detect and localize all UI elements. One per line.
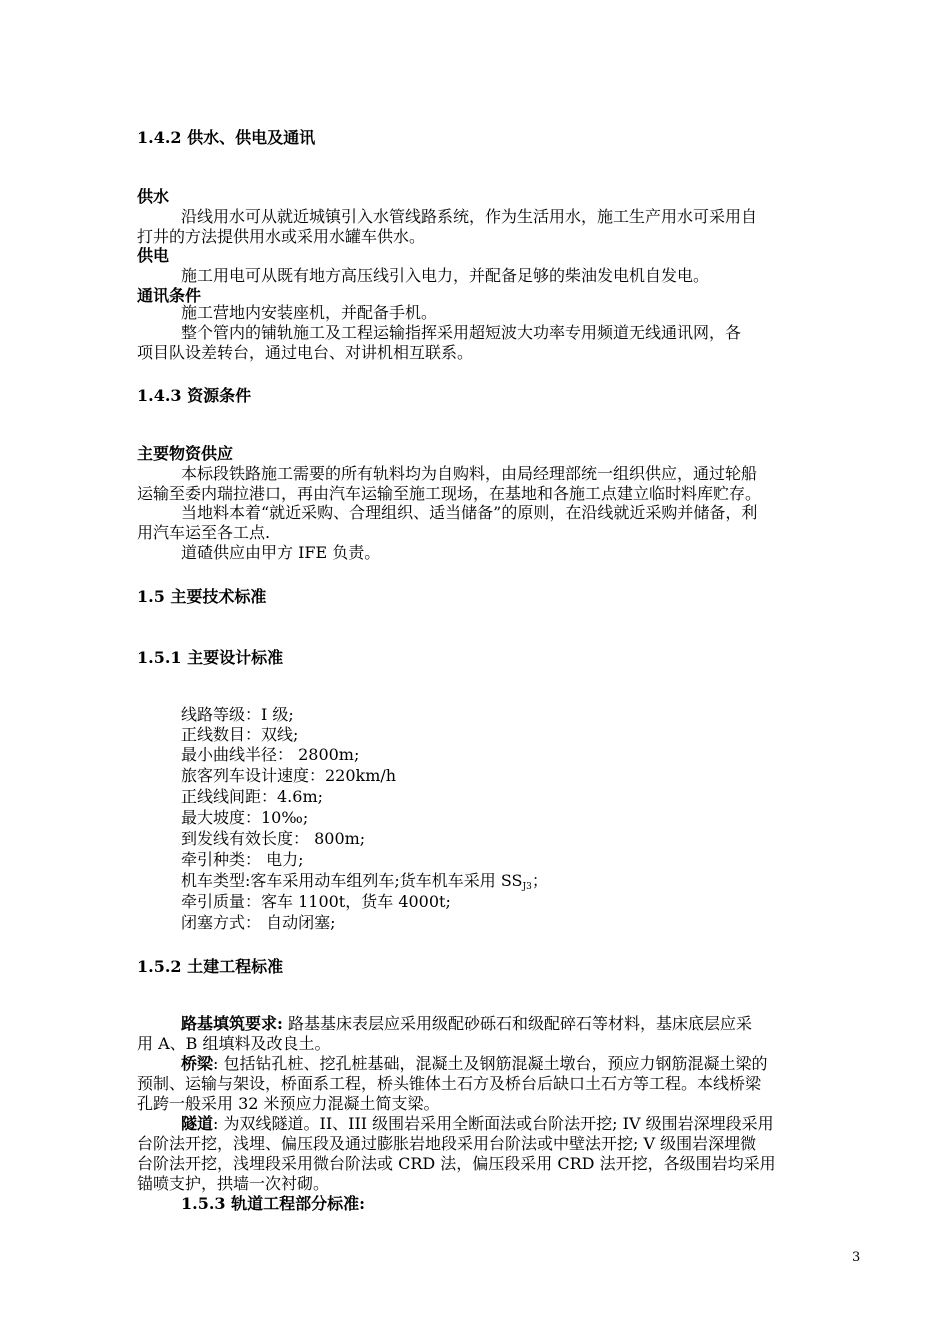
page-number: 3 (852, 1250, 861, 1265)
power-line-1: 施工用电可从既有地方高压线引入电力，并配备足够的柴油发电机自发电。 (181, 266, 710, 285)
tunnel-label: 隧道 (181, 1114, 214, 1133)
standard-item: 牵引种类： 电力; (181, 850, 304, 869)
bridge-line-2: 预制、运输与架设，桥面系工程，桥头锥体土石方及桥台后缺口土石方等工程。本线桥梁 (137, 1074, 762, 1093)
standard-item: 到发线有效长度： 800m; (181, 829, 366, 848)
standard-item: 旅客列车设计速度：220km/h (181, 766, 397, 785)
tunnel-line-4: 锚喷支护，拱墙一次衬砌。 (137, 1174, 330, 1193)
heading-1-4-3: 1.4.3 资源条件 (137, 386, 252, 405)
heading-1-5-2: 1.5.2 土建工程标准 (137, 957, 284, 976)
standard-item: 线路等级：I 级; (181, 705, 294, 724)
bridge-line-3: 孔跨一般采用 32 米预应力混凝土简支梁。 (137, 1094, 440, 1113)
standard-item: 正线数目：双线; (181, 725, 299, 744)
heading-1-5: 1.5 主要技术标准 (137, 587, 267, 606)
standard-item: 最大坡度：10‰; (181, 808, 309, 827)
comm-line-1: 施工营地内安装座机，并配备手机。 (181, 303, 438, 322)
bridge-label: 桥梁 (181, 1054, 214, 1073)
loco-end: ； (531, 871, 548, 890)
heading-1-5-3: 1.5.3 轨道工程部分标准: (181, 1194, 366, 1213)
bridge-line-1 (181, 1054, 768, 1074)
tunnel-line-3: 台阶法开挖，浅埋段采用微台阶法或 CRD 法，偏压段采用 CRD 法开挖，各级围岩均采用 (137, 1154, 776, 1173)
supply-p1-line-2: 运输至委内瑞拉港口，再由汽车运输至施工现场，在基地和各施工点建立临时料库贮存。 (137, 484, 762, 503)
comm-line-3: 项目队设差转台，通过电台、对讲机相互联系。 (137, 343, 474, 362)
roadbed-line-2: 用 A、B 组填料及改良土。 (137, 1034, 331, 1053)
standard-item-mass: 牵引质量：客车 1100t，货车 4000t; (181, 892, 451, 911)
tunnel-line-2: 台阶法开挖，浅埋、偏压段及通过膨胀岩地段采用台阶法或中壁法开挖; V 级围岩深埋微 (137, 1134, 757, 1153)
subheading-water: 供水 (137, 187, 170, 206)
roadbed-label: 路基填筑要求: (181, 1014, 283, 1033)
supply-p1-line-1: 本标段铁路施工需要的所有轨料均为自购料，由局经理部统一组织供应，通过轮船 (181, 464, 758, 483)
subheading-comm: 通讯条件 (137, 286, 202, 305)
supply-p3: 道碴供应由甲方 IFE 负责。 (181, 543, 381, 562)
standard-item-block: 闭塞方式： 自动闭塞; (181, 913, 336, 932)
heading-1-4-2: 1.4.2 供水、供电及通讯 (137, 128, 316, 147)
tunnel-text: : 为双线隧道。II、III 级围岩采用全断面法或台阶法开挖; IV 级围岩深埋段采用 (213, 1114, 774, 1133)
tunnel-line-1 (181, 1114, 774, 1134)
subheading-power: 供电 (137, 246, 170, 265)
subheading-supply: 主要物资供应 (137, 444, 234, 463)
supply-p2-line-1: 当地料本着“就近采购、合理组织、适当储备”的原则，在沿线就近采购并储备，利 (181, 503, 758, 522)
standard-item: 正线线间距：4.6m; (181, 787, 324, 806)
water-line-2: 打井的方法提供用水或采用水罐车供水。 (137, 227, 426, 246)
heading-1-5-1: 1.5.1 主要设计标准 (137, 648, 284, 667)
loco-subscript: J3 (522, 882, 532, 892)
standard-item: 最小曲线半径： 2800m; (181, 745, 360, 764)
roadbed-line-1 (181, 1014, 752, 1034)
roadbed-text: 路基基床表层应采用级配砂砾石和级配碎石等材料，基床底层应采 (282, 1014, 753, 1033)
water-line-1: 沿线用水可从就近城镇引入水管线路系统，作为生活用水，施工生产用水可采用自 (181, 207, 758, 226)
comm-line-2: 整个管内的铺轨施工及工程运输指挥采用超短波大功率专用频道无线通讯网，各 (181, 323, 742, 342)
supply-p2-line-2: 用汽车运至各工点. (137, 523, 271, 542)
loco-text: 机车类型:客车采用动车组列车;货车机车采用 SS (181, 871, 523, 890)
bridge-text: : 包括钻孔桩、挖孔桩基础，混凝土及钢筋混凝土墩台，预应力钢筋混凝土梁的 (213, 1054, 768, 1073)
